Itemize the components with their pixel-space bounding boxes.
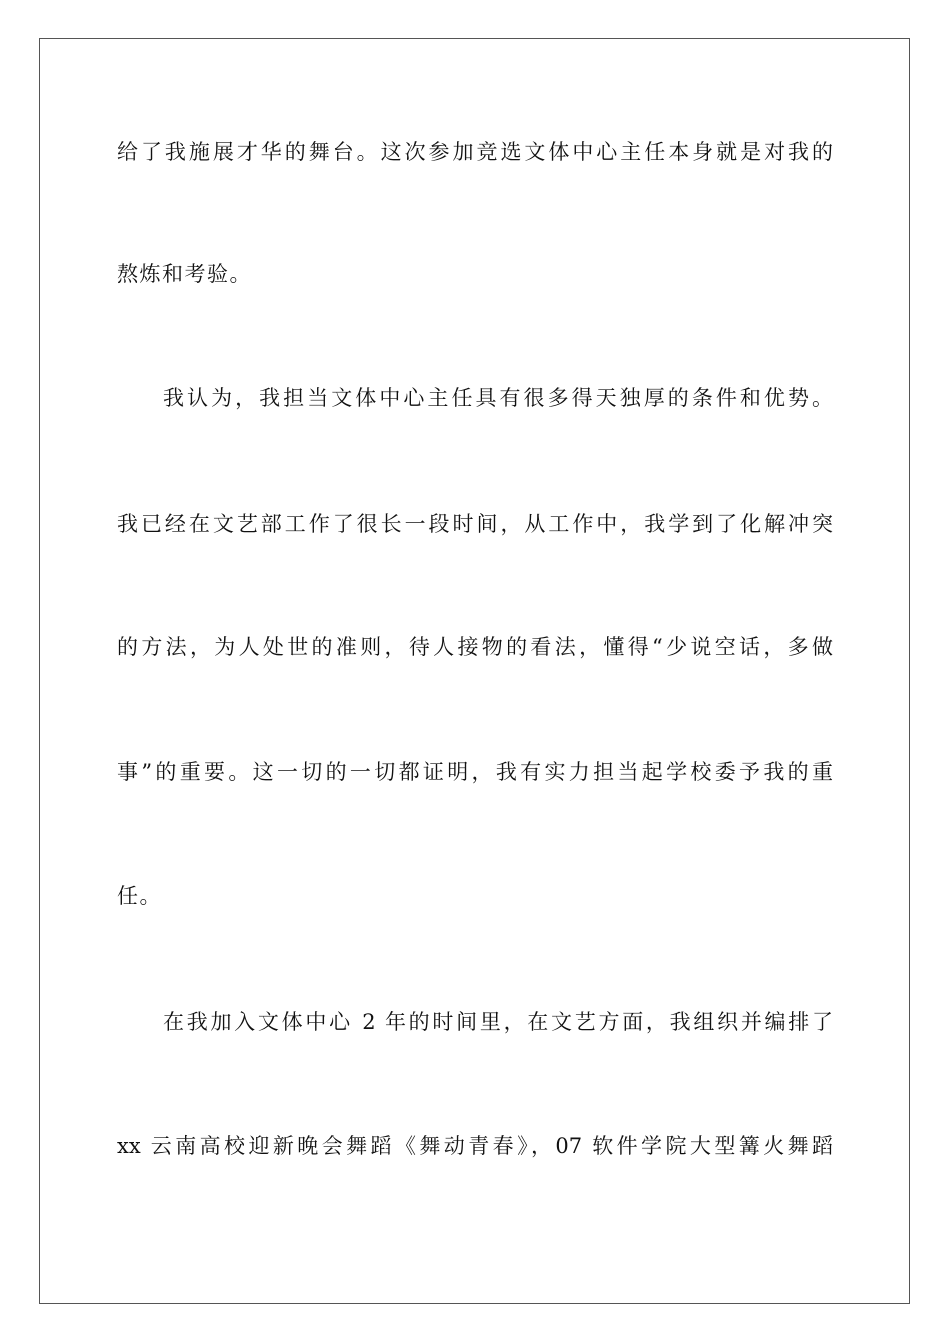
page-frame <box>39 38 910 1304</box>
text-line: xx 云南高校迎新晚会舞蹈《舞动青春》，07 软件学院大型篝火舞蹈 <box>117 1134 833 1158</box>
text-line: 任。 <box>117 884 162 908</box>
text-line: 我已经在文艺部工作了很长一段时间，从工作中，我学到了化解冲突 <box>117 512 833 536</box>
text-line: 的方法，为人处世的准则，待人接物的看法，懂得“少说空话，多做 <box>117 635 833 659</box>
text-line: 给了我施展才华的舞台。这次参加竞选文体中心主任本身就是对我的 <box>117 140 833 164</box>
paragraph-first-line: 在我加入文体中心 2 年的时间里，在文艺方面，我组织并编排了 <box>163 1010 833 1034</box>
text-line: 熬炼和考验。 <box>117 262 252 286</box>
text-line: 事”的重要。这一切的一切都证明，我有实力担当起学校委予我的重 <box>117 760 833 784</box>
paragraph-first-line: 我认为，我担当文体中心主任具有很多得天独厚的条件和优势。 <box>163 386 833 410</box>
